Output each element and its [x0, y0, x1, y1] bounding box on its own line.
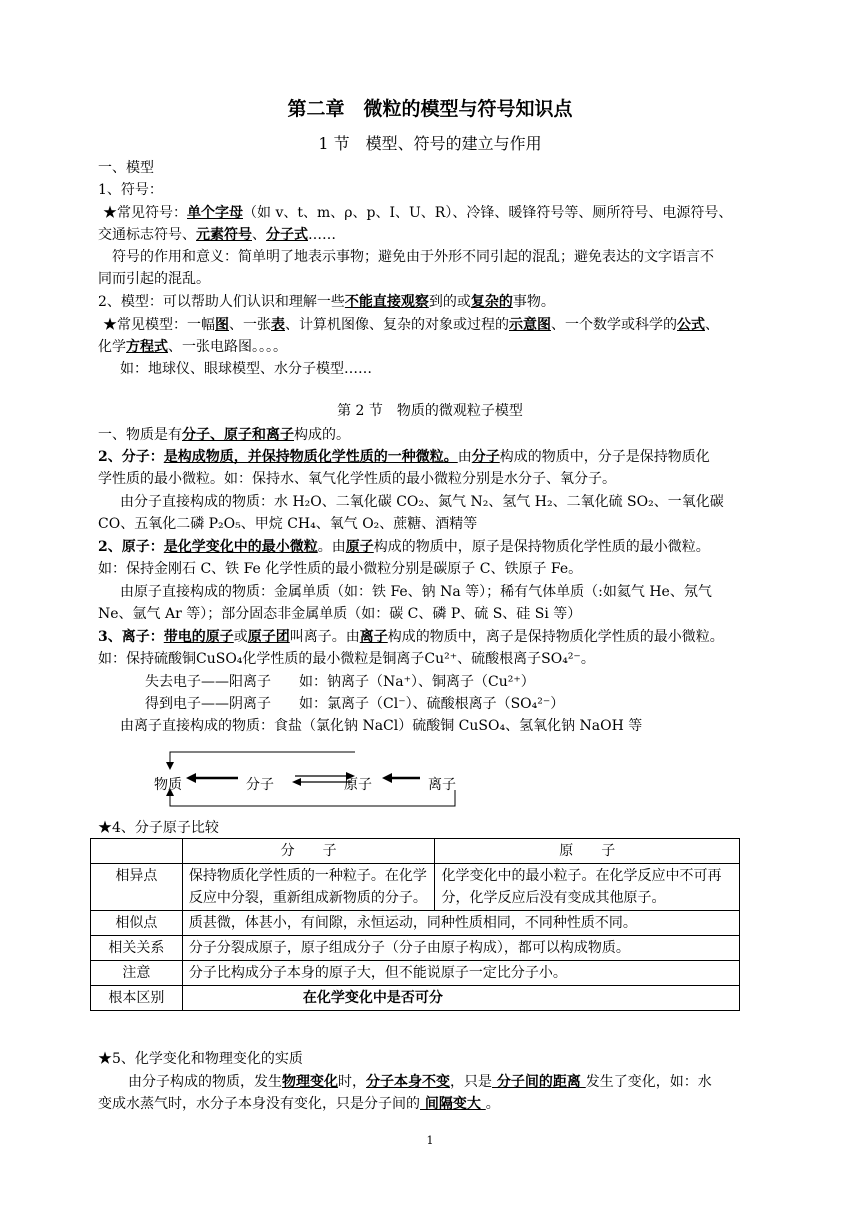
anion-line: 得到电子——阴离子 如：氯离子（Cl⁻）、硫酸根离子（SO₄²⁻）	[145, 696, 565, 712]
change-line-2	[98, 1093, 766, 1115]
text: ★常见符号：	[103, 205, 187, 221]
atom-substances: 由原子直接构成的物质：金属单质（如：铁 Fe、钠 Na 等）；稀有气体单质（:如氦气 He、氖气	[120, 584, 712, 600]
text: 交通标志符号、	[98, 227, 196, 243]
text: 、	[705, 317, 719, 333]
label: 2、分子：	[98, 449, 164, 465]
section2-title: 第 2 节 物质的微观粒子模型	[337, 403, 523, 419]
keyword: 不能直接观察	[344, 294, 429, 310]
keyword: 分子式	[266, 227, 308, 243]
keyword: 示意图	[509, 317, 551, 333]
model-examples: 如：地球仪、眼球模型、水分子模型……	[120, 361, 372, 377]
cell-merged: 分子比构成分子本身的原子大，但不能说原子一定比分子小。	[182, 961, 739, 986]
cation-line: 失去电子——阳离子 如：钠离子（Na⁺）、铜离子（Cu²⁺）	[145, 674, 535, 690]
label: 3、离子：	[98, 629, 164, 645]
text: 发生了变化，如：水	[585, 1074, 712, 1090]
text: 由	[457, 449, 472, 465]
keyword: 单个字母	[187, 205, 243, 221]
text: 、	[252, 227, 266, 243]
text: 、计算机图像、复杂的对象或过程的	[285, 317, 509, 333]
text: 叫离子。由	[289, 629, 360, 645]
text: 、一张电路图。。。。	[168, 339, 287, 355]
diagram-arrows	[150, 748, 470, 812]
text: 构成的物质中，分子是保持物质化	[499, 449, 710, 465]
text: 事物。	[512, 294, 555, 310]
atom-substances-2: Ne、氩气 Ar 等）；部分固态非金属单质（如：碳 C、磷 P、硫 S、硅 Si 等）	[98, 606, 582, 622]
keyword: 方程式	[126, 339, 168, 355]
keyword: 分子间的距离	[492, 1074, 586, 1090]
keyword: 是化学变化中的最小微粒	[163, 539, 318, 555]
keyword: 分子	[471, 449, 500, 465]
cell-molecule: 保持物质化学性质的一种粒子。在化学反应中分裂，重新组成新物质的分子。	[182, 864, 435, 911]
keyword: 原子团	[247, 629, 290, 645]
keyword: 图	[215, 317, 229, 333]
symbol-meaning-2: 同而引起的混乱。	[98, 271, 210, 287]
keyword: 复杂的	[470, 294, 513, 310]
text: 。	[485, 1096, 500, 1112]
table-row	[91, 936, 740, 961]
ion-substances: 由离子直接构成的物质：食盐（氯化钠 NaCl）硫酸铜 CuSO₄、氢氧化钠 NaOH 等	[120, 718, 643, 734]
common-models-line-2	[98, 336, 766, 358]
common-symbols-line-2	[98, 224, 766, 246]
keyword: 是构成物质，并保持物质化学性质的一种微粒。	[163, 449, 458, 465]
header-empty	[91, 839, 183, 864]
atom-example: 如：保持金刚石 C、铁 Fe 化学性质的最小微粒分别是碳原子 C、铁原子 Fe。	[98, 561, 583, 577]
text: 。由	[317, 539, 346, 555]
keyword: 公式	[677, 317, 705, 333]
header-atom: 原 子	[435, 839, 740, 864]
keyword: 分子、原子和离子	[182, 427, 294, 443]
heading-model: 一、模型	[98, 160, 154, 176]
text: ★常见模型：一幅	[103, 317, 215, 333]
text: 一、物质是有	[98, 427, 182, 443]
keyword: 元素符号	[196, 227, 252, 243]
text: 时，	[338, 1074, 366, 1090]
table-row	[91, 986, 740, 1011]
text: （如 v、t、m、ρ、p、I、U、R）、冷锋、暖锋符号等、厕所符号、电源符号、	[243, 205, 733, 221]
keyword: 物理变化	[282, 1074, 338, 1090]
text: 或	[233, 629, 248, 645]
text: 构成的物质中，原子是保持物质化学性质的最小微粒。	[373, 539, 710, 555]
keyword: 间隔变大	[420, 1096, 486, 1112]
table-row	[91, 911, 740, 936]
text: 变成水蒸气时，水分子本身没有变化，只是分子间的	[98, 1096, 420, 1112]
text: 、一个数学或科学的	[551, 317, 677, 333]
item-model	[98, 291, 766, 313]
keyword: 带电的原子	[163, 629, 234, 645]
matter-composition	[98, 424, 766, 446]
row-label: 根本区别	[91, 986, 183, 1011]
row-label: 相似点	[91, 911, 183, 936]
table-header-row	[91, 839, 740, 864]
header-molecule: 分 子	[182, 839, 435, 864]
page-number: 1	[426, 1134, 434, 1147]
text: ，只是	[450, 1074, 492, 1090]
common-symbols-line	[103, 202, 771, 224]
text: 由分子构成的物质，发生	[128, 1074, 282, 1090]
relationship-diagram	[150, 748, 470, 812]
molecule-definition	[98, 446, 766, 468]
text: ……	[308, 227, 336, 243]
molecule-substances-2: CO、五氧化二磷 P₂O₅、甲烷 CH₄、氧气 O₂、蔗糖、酒精等	[98, 516, 478, 532]
molecule-substances: 由分子直接构成的物质：水 H₂O、二氧化碳 CO₂、氮气 N₂、氢气 H₂、二氧化硫 SO₂、一氧化碳	[120, 494, 724, 510]
cell-merged: 分子分裂成原子，原子组成分子（分子由原子构成），都可以构成物质。	[182, 936, 739, 961]
text: 到的或	[428, 294, 471, 310]
change-line-1	[128, 1071, 796, 1093]
label: 2、原子：	[98, 539, 164, 555]
text: 化学	[98, 339, 126, 355]
atom-definition	[98, 536, 766, 558]
cell-merged: 质甚微，体甚小，有间隙，永恒运动，同种性质相同，不同种性质不同。	[182, 911, 739, 936]
item-symbol: 1、符号：	[98, 182, 163, 198]
text: 、一张	[229, 317, 271, 333]
molecule-definition-2: 学性质的最小微粒。如：保持水、氧气化学性质的最小微粒分别是水分子、氧分子。	[98, 471, 616, 487]
comparison-table	[90, 838, 740, 1011]
text: 构成的。	[294, 427, 350, 443]
node-ion: 离子	[428, 777, 456, 793]
cell-merged: 在化学变化中是否可分	[182, 986, 739, 1011]
node-molecule: 分子	[246, 777, 274, 793]
table-row	[91, 961, 740, 986]
node-atom: 原子	[344, 777, 372, 793]
row-label: 相关关系	[91, 936, 183, 961]
common-models-line	[103, 314, 771, 336]
row-label: 注意	[91, 961, 183, 986]
table-row	[91, 864, 740, 911]
keyword: 离子	[359, 629, 388, 645]
text: 2、模型：可以帮助人们认识和理解一些	[98, 294, 345, 310]
row-label: 相异点	[91, 864, 183, 911]
cell-atom: 化学变化中的最小粒子。在化学反应中不可再分，化学反应后没有变成其他原子。	[435, 864, 740, 911]
keyword: 分子本身不变	[366, 1074, 450, 1090]
keyword: 表	[271, 317, 285, 333]
keyword: 原子	[345, 539, 374, 555]
page-title: 第二章 微粒的模型与符号知识点	[287, 98, 573, 120]
ion-definition	[98, 626, 766, 648]
text: 构成的物质中，离子是保持物质化学性质的最小微粒。	[387, 629, 724, 645]
symbol-meaning: 符号的作用和意义：简单明了地表示事物；避免由于外形不同引起的混乱；避免表达的文字语言不	[112, 249, 714, 265]
node-matter: 物质	[154, 777, 182, 793]
change-heading: ★5、化学变化和物理变化的实质	[98, 1051, 303, 1067]
section1-title: 1 节 模型、符号的建立与作用	[318, 134, 542, 153]
compare-heading: ★4、分子原子比较	[98, 820, 219, 836]
ion-example: 如：保持硫酸铜CuSO₄化学性质的最小微粒是铜离子Cu²⁺、硫酸根离子SO₄²⁻。	[98, 651, 595, 667]
